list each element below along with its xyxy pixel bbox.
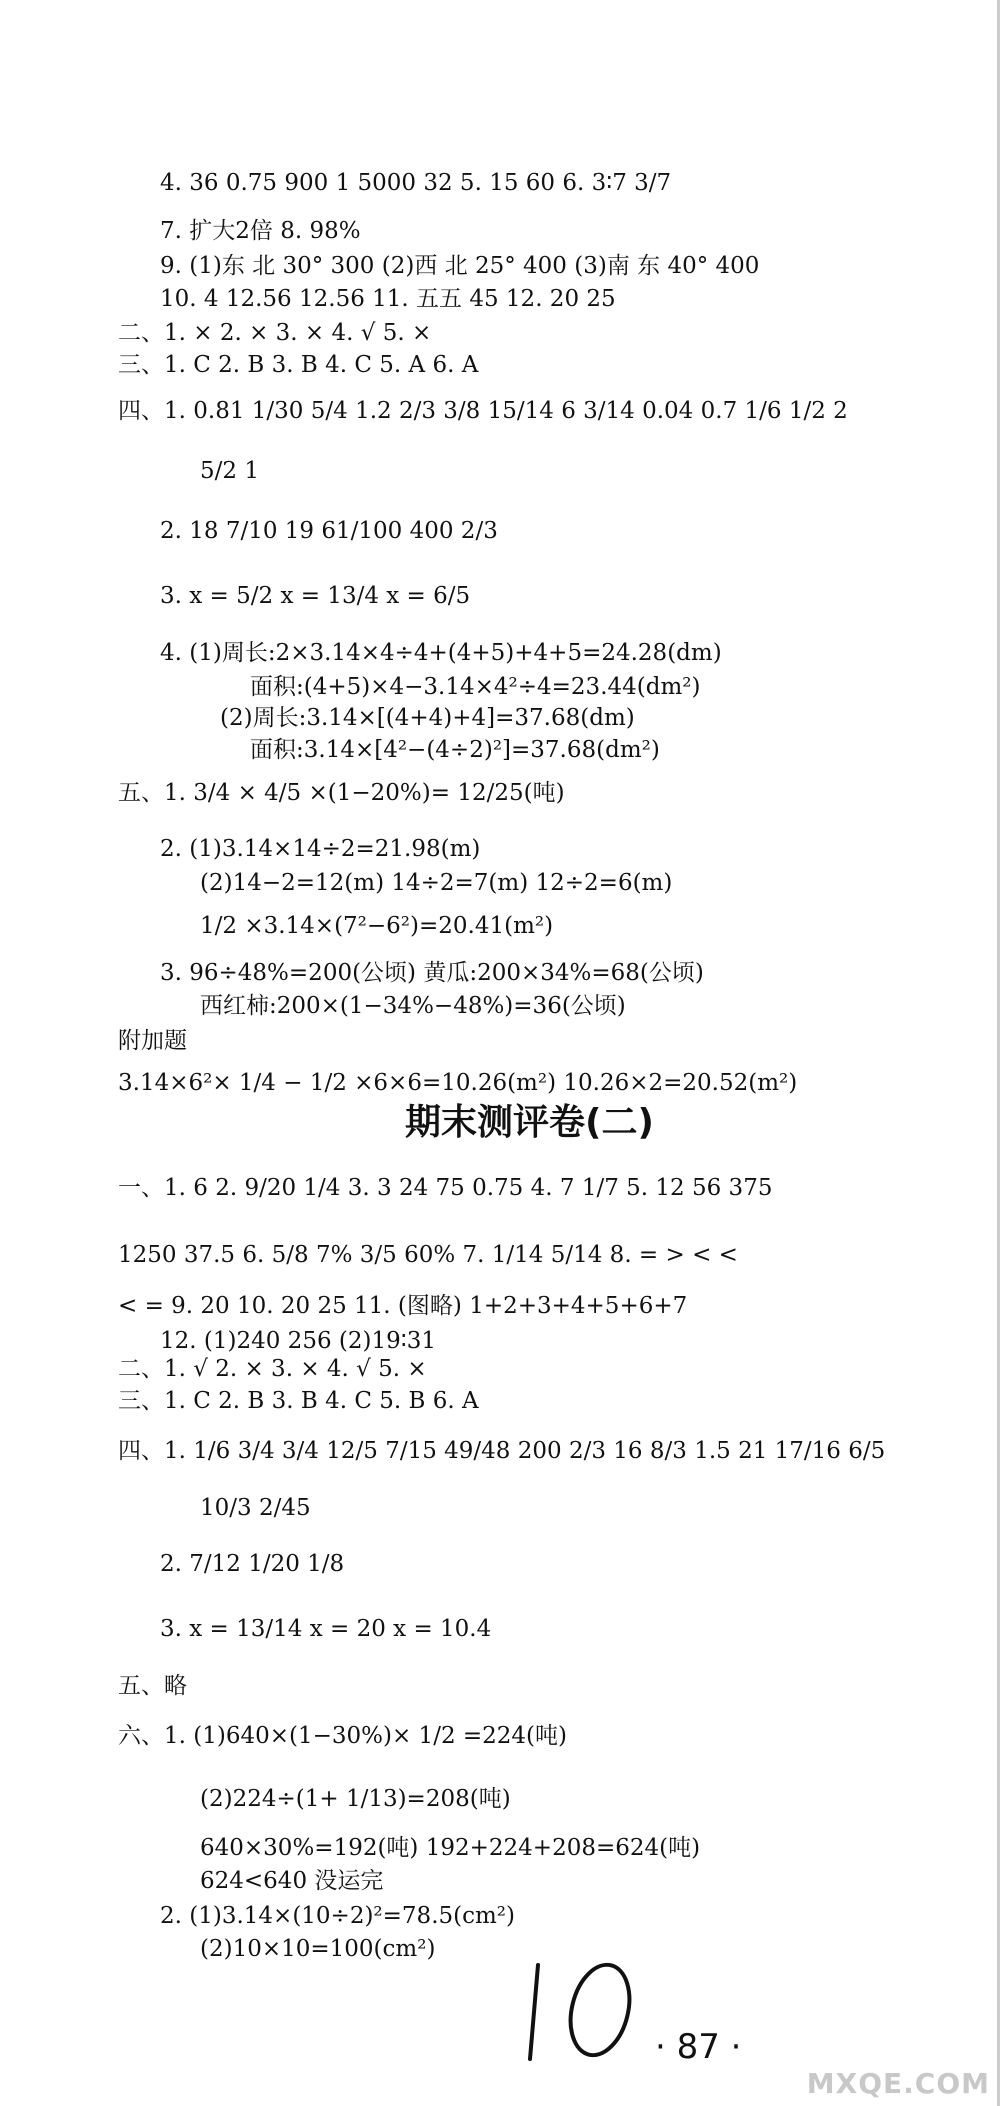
answer-line: 二、1. √ 2. × 3. × 4. √ 5. × [118,1356,427,1382]
answer-line: 3.14×6²× 1/4 − 1/2 ×6×6=10.26(m²) 10.26×2=20.52(m²) [118,1070,798,1096]
answer-line: 5/2 1 [200,458,259,484]
answer-line: 640×30%=192(吨) 192+224+208=624(吨) [200,1835,701,1861]
answer-line: < = 9. 20 10. 20 25 11. (图略) 1+2+3+4+5+6+7 [118,1293,688,1319]
answer-line: (2)10×10=100(cm²) [200,1936,436,1962]
answer-line: 西红柿:200×(1−34%−48%)=36(公顷) [200,993,626,1019]
answer-line: 四、1. 1/6 3/4 3/4 12/5 7/15 49/48 200 2/3 16 8/3 1.5 21 17/16 6/5 [118,1438,886,1464]
answer-line: 3. x = 5/2 x = 13/4 x = 6/5 [160,583,471,609]
answer-line: 1250 37.5 6. 5/8 7% 3/5 60% 7. 1/14 5/14 8. = > < < [118,1242,738,1268]
answer-line: 7. 扩大2倍 8. 98% [160,218,361,244]
answer-line: (2)14−2=12(m) 14÷2=7(m) 12÷2=6(m) [200,870,673,896]
answer-line: 五、1. 3/4 × 4/5 ×(1−20%)= 12/25(吨) [118,780,565,806]
answer-line: 3. 96÷48%=200(公顷) 黄瓜:200×34%=68(公顷) [160,960,704,986]
answer-line: 四、1. 0.81 1/30 5/4 1.2 2/3 3/8 15/14 6 3/14 0.04 0.7 1/6 1/2 2 [118,398,848,424]
answer-line: 三、1. C 2. B 3. B 4. C 5. B 6. A [118,1388,479,1414]
answer-line: 2. (1)3.14×14÷2=21.98(m) [160,836,481,862]
section-title: 期末测评卷(二) [405,1102,654,1143]
answer-line: 一、1. 6 2. 9/20 1/4 3. 3 24 75 0.75 4. 7 1/7 5. 12 56 375 [118,1175,773,1201]
answer-line: (2)周长:3.14×[(4+4)+4]=37.68(dm) [220,705,635,731]
answer-line: 3. x = 13/14 x = 20 x = 10.4 [160,1616,492,1642]
answer-line: 2. 7/12 1/20 1/8 [160,1551,345,1577]
answer-line: 1/2 ×3.14×(7²−6²)=20.41(m²) [200,913,554,939]
answer-line: 五、略 [118,1673,187,1699]
answer-line: 面积:3.14×[4²−(4÷2)²]=37.68(dm²) [250,737,660,763]
answer-line: 三、1. C 2. B 3. B 4. C 5. A 6. A [118,352,479,378]
answer-line: 12. (1)240 256 (2)19∶31 [160,1328,436,1354]
answer-line: 二、1. × 2. × 3. × 4. √ 5. × [118,320,432,346]
answer-line: 附加题 [118,1028,187,1054]
answer-line: 10/3 2/45 [200,1495,311,1521]
answer-line: 2. (1)3.14×(10÷2)²=78.5(cm²) [160,1903,515,1929]
answer-line: 4. (1)周长:2×3.14×4÷4+(4+5)+4+5=24.28(dm) [160,640,722,666]
handwritten-score [520,1955,660,2065]
answer-line: 面积:(4+5)×4−3.14×4²÷4=23.44(dm²) [250,674,701,700]
watermark: MXQE.COM [806,2067,990,2100]
answer-line: 2. 18 7/10 19 61/100 400 2/3 [160,518,498,544]
answer-line: 10. 4 12.56 12.56 11. 五五 45 12. 20 25 [160,286,616,312]
answer-line: 六、1. (1)640×(1−30%)× 1/2 =224(吨) [118,1723,568,1749]
answer-line: 9. (1)东 北 30° 300 (2)西 北 25° 400 (3)南 东 40° 400 [160,253,760,279]
page-number: · 87 · [655,2027,742,2067]
answer-line: 624<640 没运完 [200,1868,384,1894]
answer-line: (2)224÷(1+ 1/13)=208(吨) [200,1786,511,1812]
answer-line: 4. 36 0.75 900 1 5000 32 5. 15 60 6. 3∶7 3/7 [160,170,672,196]
